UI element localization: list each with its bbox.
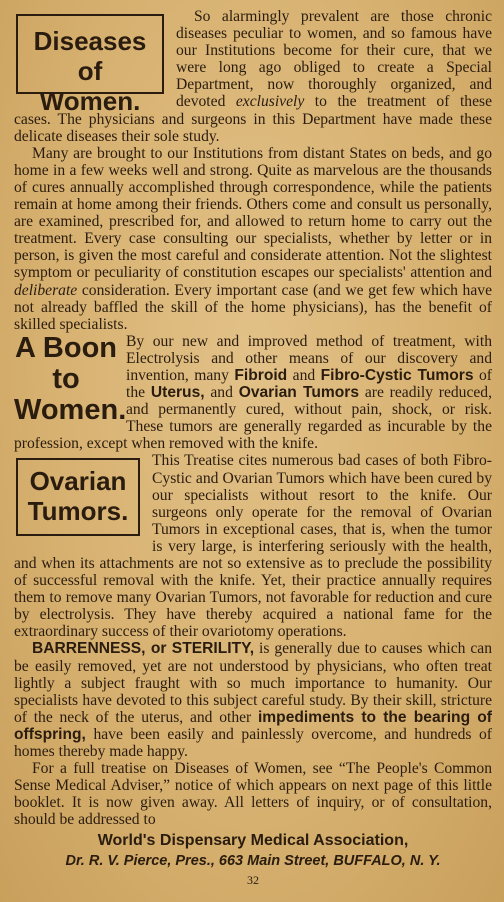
boon-text-c: of the — [126, 366, 492, 402]
barrenness-bold-impediments: impediments to the bearing of offspring, — [14, 708, 492, 743]
boon-heading-line3: Women. — [14, 393, 127, 426]
ovarian-tumors-heading-box — [16, 458, 140, 536]
article-body — [14, 8, 492, 829]
barrenness-text: is generally due to causes which can be easily removed, yet are not understood by physicians, who often treat lightly a subject fraught with so much importance to humanity. Our specialists have devoted to this subject careful study. By their skill, stricture of the neck of the uterus, and other — [14, 640, 492, 726]
diseases-of-women-heading-box — [16, 14, 164, 116]
barrenness-paragraph — [14, 640, 492, 760]
heading-diseases-line2: Women. — [39, 86, 141, 116]
barrenness-bold-start: BARRENNESS, or STERILITY, — [32, 640, 255, 658]
boon-bold-uterus: Uterus, — [150, 384, 205, 402]
heading-diseases-line1: Diseases of — [33, 26, 147, 86]
diseases-para2-text: Many are brought to our Institutions from distant States on beds, and go home in a few weeks well and strong. Quite as marvelous are the thousands of cures annually accomplished through correspondence, while the patients remain at home among their friends. Others come and consult us personally, are examined, prescribed for, and allowed to return home to carry out the treatment. Every case consulting our specialists, whether by letter or in person, is given the most careful and considerate attention. Not the slightest symptom or peculiarity of constitution escapes our specialists' attention and — [14, 144, 492, 282]
boon-text-a: By our new and improved method of treatment, with Electrolysis and other means of our discovery and invention, many — [126, 332, 492, 384]
association-address: Dr. R. V. Pierce, Pres., 663 Main Street, BUFFALO, N. Y. — [65, 852, 441, 869]
boon-text-b: and — [287, 366, 321, 384]
boon-text-e: are readily reduced, and permanently cured, without pain, shock, or risk. These tumors are generally regarded as incurable by the profession, except when removed with the knife. — [14, 384, 492, 453]
heading-ovarian-line1: Ovarian — [29, 466, 127, 497]
footer — [14, 831, 492, 887]
diseases-para1-emphasis: exclusively — [235, 93, 305, 111]
association-name: World's Dispensary Medical Association, — [97, 831, 409, 849]
boon-bold-ovarian-tumors: Ovarian Tumors — [238, 384, 360, 402]
diseases-para2-end: consideration. Every important case (and we get few which have not already baffled the skill of the home physicians), has the benefit of skilled specialists. — [14, 281, 492, 333]
boon-text-d: and — [204, 384, 239, 402]
diseases-para2-emphasis: deliberate — [14, 281, 78, 299]
boon-heading-line1: A Boon — [14, 331, 117, 364]
diseases-para1-end: to the treatment of these cases. The physicians and surgeons in this Department have made these delicate diseases their sole study. — [14, 93, 492, 145]
page-number: 32 — [247, 872, 259, 887]
heading-ovarian-line2: Tumors. — [27, 496, 129, 527]
boon-bold-fibroid: Fibroid — [234, 366, 288, 384]
barrenness-text-end: have been easily and painlessly overcome, and hundreds of homes thereby made happy. — [14, 725, 492, 761]
diseases-para1-text: So alarmingly prevalent are those chronic diseases peculiar to women, and so famous have our Institutions become for their cure, that we were long ago obliged to create a Special Department, now thoroughly organized, and devoted — [176, 8, 492, 111]
diseases-paragraph-2 — [14, 145, 492, 333]
a-boon-to-women-heading — [14, 331, 127, 426]
ovarian-paragraph: This Treatise cites numerous bad cases of both Fibro-Cystic and Ovarian Tumors which have been cured by our specialists without resort to the knife. Our surgeons only operate for the removal of Ovarian Tumors in exceptional cases, that is, when the tumor is very large, is interfering seriously with the health, and when its attachments are not so extensive as to preclude the possibility of successful removal with the knife. Yet, their practice annually requires them to remove many Ovarian Tumors, not favorable for reduction and cure by electrolysis. They have thereby acquired a national fame for the extraordinary success of their ovariotomy operations. — [14, 452, 492, 641]
boon-bold-fibro-cystic: Fibro-Cystic Tumors — [320, 366, 474, 384]
boon-heading-line2: to — [52, 362, 80, 395]
closing-paragraph: For a full treatise on Diseases of Women, see “The People's Common Sense Medical Adviser,” notice of which appears on next page of this little booklet. It is now given away. All letters of inquiry, or of consultation, should be addressed to — [14, 760, 492, 829]
